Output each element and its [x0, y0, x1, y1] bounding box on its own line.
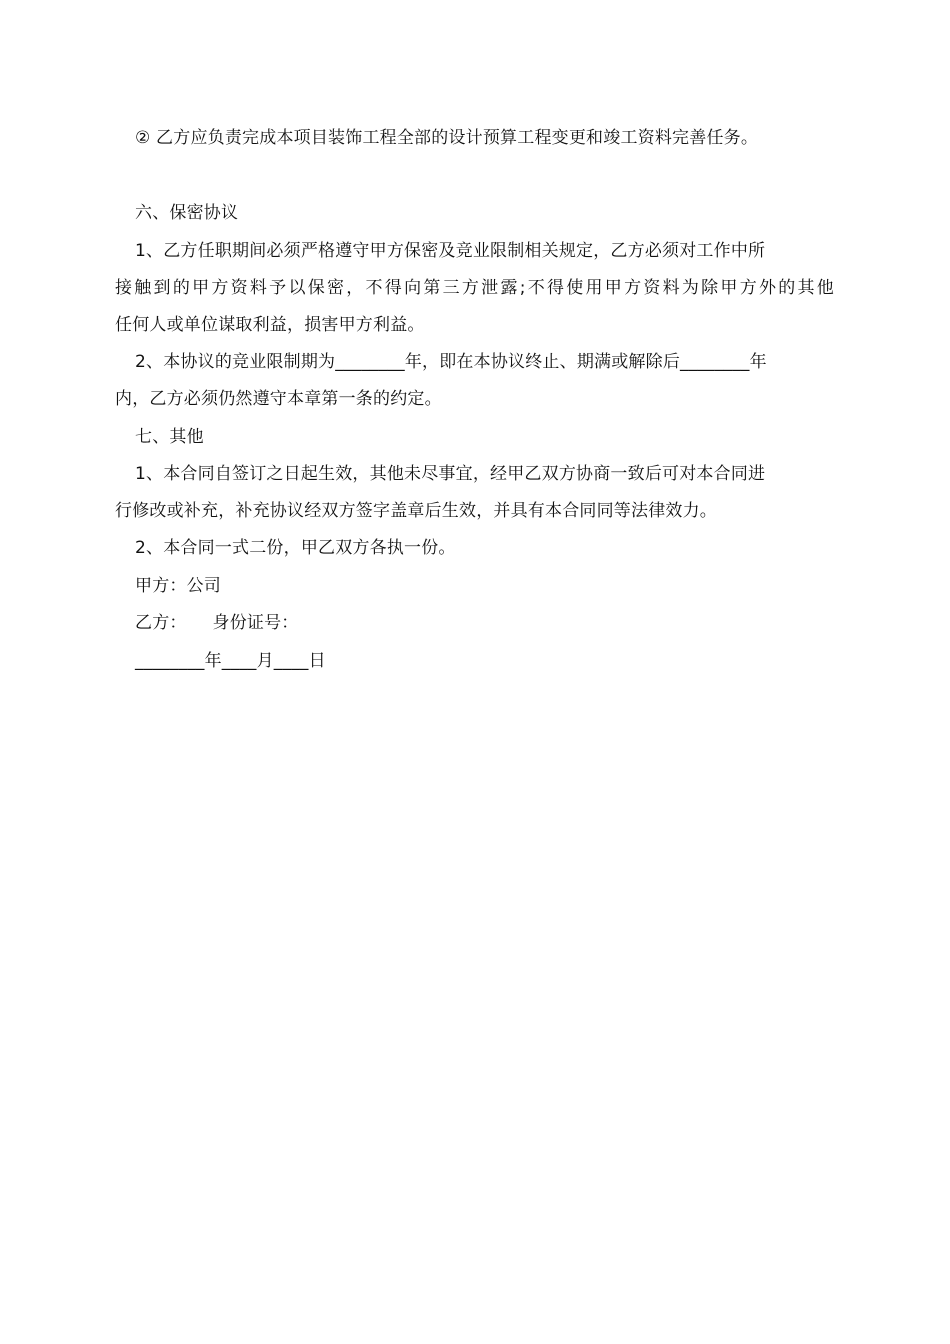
party-b-signature-line: 乙方： 身份证号：: [135, 613, 299, 633]
section-6-item-1-line-1: 1、乙方任职期间必须严格遵守甲方保密及竞业限制相关规定，乙方必须对工作中所: [135, 241, 766, 261]
party-a-signature-line: 甲方：公司: [135, 576, 221, 596]
date-line: ________年____月____日: [135, 651, 326, 671]
section-7-item-1-line-2: 行修改或补充，补充协议经双方签字盖章后生效，并具有本合同同等法律效力。: [115, 501, 717, 521]
section-7-heading: 七、其他: [135, 427, 204, 447]
section-6-item-1-line-2: 接触到的甲方资料予以保密，不得向第三方泄露;不得使用甲方资料为除甲方外的其他: [115, 278, 834, 298]
section-7-item-1-line-1: 1、本合同自签订之日起生效，其他未尽事宜，经甲乙双方协商一致后可对本合同进: [135, 464, 766, 484]
design-responsibility-paragraph: ② 乙方应负责完成本项目装饰工程全部的设计预算工程变更和竣工资料完善任务。: [135, 128, 759, 148]
section-6-item-1-line-3: 任何人或单位谋取利益，损害甲方利益。: [115, 315, 425, 335]
section-6-item-2-line-1: 2、本协议的竞业限制期为________年，即在本协议终止、期满或解除后________年: [135, 352, 767, 372]
section-6-heading: 六、保密协议: [135, 203, 239, 223]
section-6-item-2-line-2: 内，乙方必须仍然遵守本章第一条的约定。: [115, 389, 442, 409]
section-7-item-2: 2、本合同一式二份，甲乙双方各执一份。: [135, 538, 456, 558]
